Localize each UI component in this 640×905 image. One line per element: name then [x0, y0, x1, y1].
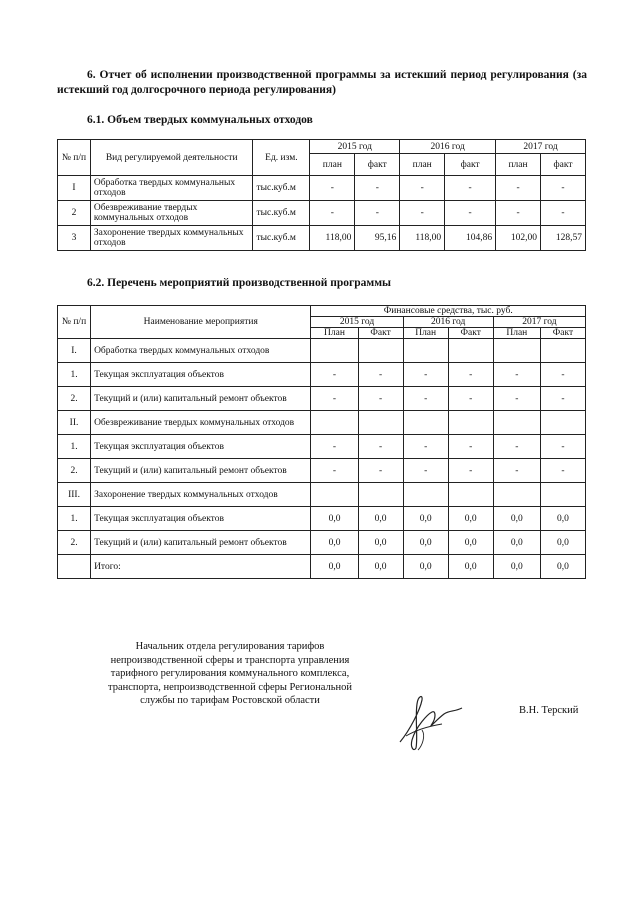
cell-value — [403, 411, 448, 435]
cell-value: - — [400, 176, 445, 201]
signer-line: службы по тарифам Ростовской области — [140, 695, 320, 706]
cell-value — [493, 339, 540, 363]
cell-value: 0,0 — [403, 555, 448, 579]
cell-value — [448, 483, 493, 507]
cell-value: - — [493, 459, 540, 483]
row-num: III. — [58, 483, 91, 507]
header-plan: План — [493, 328, 540, 339]
cell-value: - — [358, 387, 403, 411]
cell-value: - — [311, 363, 358, 387]
signer-line: непроизводственной сферы и транспорта управления — [110, 654, 350, 666]
table-row — [58, 201, 586, 226]
table-row — [58, 226, 586, 251]
header-year-2017: 2017 год — [496, 140, 586, 154]
table-row — [58, 507, 586, 531]
table-row — [58, 531, 586, 555]
cell-value — [358, 411, 403, 435]
cell-value: - — [493, 387, 540, 411]
cell-value: - — [540, 435, 585, 459]
header-fact: Факт — [358, 328, 403, 339]
row-name: Текущая эксплуатация объектов — [91, 507, 311, 531]
row-name: Текущий и (или) капитальный ремонт объектов — [91, 459, 311, 483]
cell-value: 0,0 — [540, 531, 585, 555]
row-num: 1. — [58, 507, 91, 531]
row-name: Обработка твердых коммунальных отходов — [91, 339, 311, 363]
cell-value: 0,0 — [311, 531, 358, 555]
row-name: Текущая эксплуатация объектов — [91, 363, 311, 387]
header-year-2017: 2017 год — [493, 317, 585, 328]
cell-value: 0,0 — [493, 531, 540, 555]
row-num: I. — [58, 339, 91, 363]
cell-value: 0,0 — [311, 507, 358, 531]
cell-value: 0,0 — [403, 507, 448, 531]
cell-value: - — [445, 201, 496, 226]
table-row — [58, 555, 586, 579]
cell-value: 0,0 — [403, 531, 448, 555]
cell-value: - — [493, 435, 540, 459]
row-name: Обезвреживание твердых коммунальных отходов — [90, 201, 253, 226]
cell-value — [403, 483, 448, 507]
cell-value: - — [496, 176, 541, 201]
header-finance: Финансовые средства, тыс. руб. — [311, 306, 586, 317]
header-year-2015: 2015 год — [310, 140, 400, 154]
cell-value: - — [540, 387, 585, 411]
cell-value: - — [448, 387, 493, 411]
cell-value: - — [448, 435, 493, 459]
cell-value: - — [448, 459, 493, 483]
cell-value: 0,0 — [358, 531, 403, 555]
cell-value: 0,0 — [448, 507, 493, 531]
signer-line: Начальник отдела регулирования тарифов — [135, 641, 325, 652]
cell-value: - — [355, 201, 400, 226]
cell-value — [358, 339, 403, 363]
cell-value: 0,0 — [493, 507, 540, 531]
cell-value: 0,0 — [358, 507, 403, 531]
header-plan: План — [403, 328, 448, 339]
cell-value: - — [403, 459, 448, 483]
header-fact: факт — [445, 154, 496, 176]
cell-value: 0,0 — [540, 507, 585, 531]
row-name: Захоронение твердых коммунальных отходов — [91, 483, 311, 507]
cell-value: - — [310, 201, 355, 226]
cell-value: 118,00 — [400, 226, 445, 251]
cell-value — [448, 339, 493, 363]
cell-value: - — [403, 387, 448, 411]
cell-value — [403, 339, 448, 363]
row-name: Обработка твердых коммунальных отходов — [90, 176, 253, 201]
program-activities-table — [57, 305, 586, 579]
cell-value: 104,86 — [445, 226, 496, 251]
cell-value: - — [493, 363, 540, 387]
cell-value: 0,0 — [448, 531, 493, 555]
cell-value — [311, 339, 358, 363]
cell-value — [540, 483, 585, 507]
row-name: Итого: — [91, 555, 311, 579]
cell-value: - — [310, 176, 355, 201]
header-fact: факт — [355, 154, 400, 176]
cell-value: - — [541, 176, 586, 201]
header-year-2015: 2015 год — [311, 317, 403, 328]
cell-value: - — [403, 363, 448, 387]
cell-value: 0,0 — [358, 555, 403, 579]
cell-value — [358, 483, 403, 507]
row-name: Текущий и (или) капитальный ремонт объектов — [91, 531, 311, 555]
cell-value: - — [448, 363, 493, 387]
header-fact: факт — [541, 154, 586, 176]
waste-volume-table — [57, 139, 586, 251]
cell-value — [311, 411, 358, 435]
cell-value — [493, 411, 540, 435]
row-num: 2. — [58, 531, 91, 555]
cell-value — [540, 339, 585, 363]
row-num: II. — [58, 411, 91, 435]
cell-value: 0,0 — [311, 555, 358, 579]
row-unit: тыс.куб.м — [253, 226, 310, 251]
row-unit: тыс.куб.м — [253, 201, 310, 226]
header-num: № п/п — [58, 140, 91, 176]
signer-line: транспорта, непроизводственной сферы Региональной — [107, 681, 352, 693]
row-num: 1. — [58, 435, 91, 459]
row-name: Текущий и (или) капитальный ремонт объектов — [91, 387, 311, 411]
cell-value — [448, 411, 493, 435]
table-row — [58, 176, 586, 201]
table-row — [58, 339, 586, 363]
header-name: Наименование мероприятия — [91, 306, 311, 339]
table-row — [58, 483, 586, 507]
cell-value: - — [540, 363, 585, 387]
row-num: 3 — [58, 226, 91, 251]
cell-value: - — [403, 435, 448, 459]
signer-line: тарифного регулирования коммунального комплекса, — [110, 668, 350, 679]
cell-value: 0,0 — [493, 555, 540, 579]
cell-value: 102,00 — [496, 226, 541, 251]
cell-value: 95,16 — [355, 226, 400, 251]
header-plan: План — [311, 328, 358, 339]
header-plan: план — [496, 154, 541, 176]
cell-value: - — [400, 201, 445, 226]
header-num: № п/п — [58, 306, 91, 339]
table-row — [58, 435, 586, 459]
cell-value: 128,57 — [541, 226, 586, 251]
header-year-2016: 2016 год — [403, 317, 493, 328]
cell-value: - — [311, 459, 358, 483]
table-row — [58, 387, 586, 411]
section-6-1-title: 6.1. Объем твердых коммунальных отходов — [87, 114, 313, 126]
row-num: 2. — [58, 387, 91, 411]
cell-value: - — [358, 459, 403, 483]
cell-value: - — [311, 387, 358, 411]
section-6-2-title: 6.2. Перечень мероприятий производственной программы — [87, 277, 392, 289]
row-name: Текущая эксплуатация объектов — [91, 435, 311, 459]
header-plan: план — [310, 154, 355, 176]
row-name: Обезвреживание твердых коммунальных отходов — [91, 411, 311, 435]
table-row — [58, 459, 586, 483]
row-num: 2 — [58, 201, 91, 226]
header-unit: Ед. изм. — [253, 140, 310, 176]
cell-value — [311, 483, 358, 507]
handwritten-signature — [392, 690, 472, 755]
cell-value: - — [358, 363, 403, 387]
cell-value — [540, 411, 585, 435]
header-year-2016: 2016 год — [400, 140, 496, 154]
cell-value: - — [355, 176, 400, 201]
signer-name: В.Н. Терский — [519, 705, 579, 716]
cell-value: - — [541, 201, 586, 226]
cell-value: - — [358, 435, 403, 459]
cell-value: - — [496, 201, 541, 226]
header-activity: Вид регулируемой деятельности — [90, 140, 253, 176]
table-row — [58, 363, 586, 387]
row-name: Захоронение твердых коммунальных отходов — [90, 226, 253, 251]
cell-value: - — [311, 435, 358, 459]
row-num: I — [58, 176, 91, 201]
cell-value: 118,00 — [310, 226, 355, 251]
row-unit: тыс.куб.м — [253, 176, 310, 201]
header-fact: Факт — [540, 328, 585, 339]
signer-position — [80, 640, 380, 708]
section-6-title: 6. Отчет об исполнении производственной программы за истекший период регулирования (за истекший год долгосрочного периода регулирования) — [57, 69, 587, 96]
row-num: 1. — [58, 363, 91, 387]
header-plan: план — [400, 154, 445, 176]
row-num — [58, 555, 91, 579]
cell-value: - — [445, 176, 496, 201]
row-num: 2. — [58, 459, 91, 483]
table-row — [58, 411, 586, 435]
cell-value: 0,0 — [448, 555, 493, 579]
header-fact: Факт — [448, 328, 493, 339]
cell-value: - — [540, 459, 585, 483]
cell-value — [493, 483, 540, 507]
cell-value: 0,0 — [540, 555, 585, 579]
